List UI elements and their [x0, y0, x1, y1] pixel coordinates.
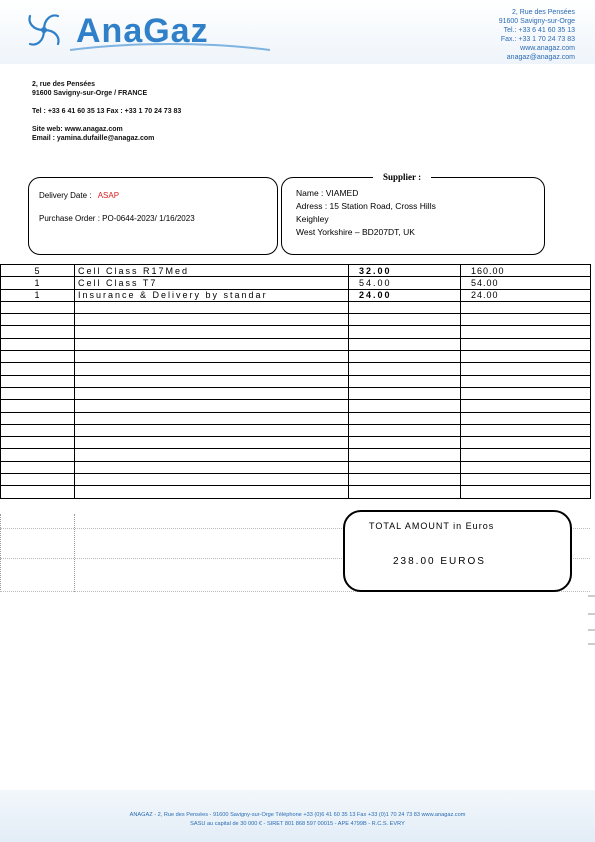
empty-cell — [461, 412, 591, 424]
sender-block — [32, 80, 181, 143]
item-total: 160.00 — [461, 265, 591, 277]
header-address-line: 91600 Savigny-sur-Orge — [498, 18, 575, 25]
supplier-box — [281, 177, 545, 255]
empty-cell — [75, 474, 349, 486]
empty-cell — [1, 363, 75, 375]
item-qty: 1 — [1, 289, 75, 301]
order-lines-table — [0, 264, 591, 499]
empty-cell — [1, 449, 75, 461]
supplier-region: West Yorkshire – BD207DT, UK — [296, 227, 415, 237]
empty-cell — [461, 387, 591, 399]
empty-cell — [461, 301, 591, 313]
table-row-empty — [1, 437, 591, 449]
item-total: 24.00 — [461, 289, 591, 301]
empty-cell — [1, 375, 75, 387]
empty-cell — [1, 412, 75, 424]
empty-cell — [349, 424, 461, 436]
sender-city: 91600 Savigny-sur-Orge / FRANCE — [32, 90, 148, 97]
delivery-date-value: ASAP — [97, 191, 120, 200]
sender-phone-fax: Tel : +33 6 41 60 35 13 Fax : +33 1 70 24 73 83 — [32, 108, 182, 115]
table-row-empty — [1, 351, 591, 363]
empty-cell — [461, 400, 591, 412]
table-row-empty — [1, 338, 591, 350]
empty-cell — [349, 326, 461, 338]
table-row-empty — [1, 387, 591, 399]
empty-cell — [349, 449, 461, 461]
empty-cell — [349, 437, 461, 449]
empty-cell — [461, 449, 591, 461]
empty-cell — [349, 400, 461, 412]
item-qty: 5 — [1, 265, 75, 277]
table-row — [1, 289, 591, 301]
item-description: Cell Class R17Med — [75, 265, 349, 277]
empty-cell — [1, 424, 75, 436]
empty-cell — [349, 412, 461, 424]
empty-cell — [1, 387, 75, 399]
empty-cell — [75, 437, 349, 449]
empty-cell — [461, 351, 591, 363]
sender-email: Email : yamina.dufaille@anagaz.com — [32, 135, 155, 142]
table-row-empty — [1, 474, 591, 486]
table-row-empty — [1, 314, 591, 326]
table-row-empty — [1, 375, 591, 387]
footer-legal: SASU au capital de 30 000 € - SIRET 801 868 597 00015 - APE 4799B - R.C.S. EVRY — [190, 821, 405, 827]
empty-cell — [75, 449, 349, 461]
footer-address: ANAGAZ - 2, Rue des Pensées - 91600 Savigny-sur-Orge Téléphone +33 (0)6 41 60 35 13 Fax +33 (0)1 70 24 73 83 www.anagaz.com — [129, 812, 466, 818]
empty-cell — [75, 461, 349, 473]
empty-cell — [1, 351, 75, 363]
item-unit-price: 32.00 — [349, 265, 461, 277]
sender-website: Site web: www.anagaz.com — [32, 126, 123, 133]
empty-cell — [349, 351, 461, 363]
footer-band — [0, 790, 595, 842]
table-row-empty — [1, 461, 591, 473]
supplier-town: Keighley — [296, 214, 329, 224]
empty-cell — [349, 474, 461, 486]
empty-cell — [1, 338, 75, 350]
logo-swoosh — [70, 40, 270, 54]
total-amount-box — [343, 510, 572, 592]
empty-cell — [461, 424, 591, 436]
empty-cell — [461, 461, 591, 473]
delivery-date-label: Delivery Date : — [39, 191, 92, 200]
table-row-empty — [1, 449, 591, 461]
empty-cell — [75, 326, 349, 338]
empty-cell — [461, 437, 591, 449]
empty-cell — [1, 474, 75, 486]
empty-cell — [349, 461, 461, 473]
sender-street: 2, rue des Pensées — [32, 81, 96, 88]
empty-cell — [75, 375, 349, 387]
margin-ticks — [588, 594, 595, 654]
table-row-empty — [1, 363, 591, 375]
empty-cell — [461, 314, 591, 326]
table-row-empty — [1, 301, 591, 313]
supplier-name: Name : VIAMED — [296, 188, 359, 198]
empty-cell — [75, 412, 349, 424]
item-total: 54.00 — [461, 277, 591, 289]
empty-cell — [461, 363, 591, 375]
delivery-date-row — [39, 191, 119, 200]
empty-cell — [349, 338, 461, 350]
table-row-empty — [1, 412, 591, 424]
empty-cell — [75, 424, 349, 436]
empty-cell — [1, 326, 75, 338]
item-unit-price: 54.00 — [349, 277, 461, 289]
header-fax: Fax.: +33 1 70 24 73 83 — [500, 36, 575, 43]
empty-cell — [461, 474, 591, 486]
header-address — [499, 8, 575, 62]
empty-cell — [1, 461, 75, 473]
table-row — [1, 277, 591, 289]
logo-swirl-icon — [22, 8, 66, 52]
empty-cell — [461, 338, 591, 350]
table-row-empty — [1, 424, 591, 436]
empty-cell — [461, 326, 591, 338]
total-amount-label: TOTAL AMOUNT in Euros — [369, 521, 495, 531]
empty-cell — [75, 338, 349, 350]
item-unit-price: 24.00 — [349, 289, 461, 301]
header-email: anagaz@anagaz.com — [506, 54, 575, 61]
empty-cell — [75, 486, 349, 498]
delivery-box — [28, 177, 278, 255]
table-row-empty — [1, 486, 591, 498]
empty-cell — [75, 400, 349, 412]
empty-cell — [349, 387, 461, 399]
empty-cell — [1, 400, 75, 412]
header-phone: Tel.: +33 6 41 60 35 13 — [503, 27, 575, 34]
table-row-empty — [1, 326, 591, 338]
item-qty: 1 — [1, 277, 75, 289]
empty-cell — [75, 387, 349, 399]
empty-cell — [75, 351, 349, 363]
header-address-line: 2, Rue des Pensées — [511, 9, 575, 16]
empty-cell — [1, 486, 75, 498]
table-row — [1, 265, 591, 277]
supplier-title: Supplier : — [373, 172, 431, 182]
company-logo: AnaGaz — [76, 12, 209, 50]
empty-cell — [75, 314, 349, 326]
empty-cell — [349, 375, 461, 387]
header-website: www.anagaz.com — [520, 45, 575, 52]
empty-cell — [1, 437, 75, 449]
total-amount-value: 238.00 EUROS — [393, 556, 486, 567]
empty-cell — [349, 314, 461, 326]
table-row-empty — [1, 400, 591, 412]
empty-cell — [349, 363, 461, 375]
empty-cell — [349, 486, 461, 498]
empty-cell — [75, 301, 349, 313]
empty-cell — [1, 301, 75, 313]
empty-cell — [1, 314, 75, 326]
empty-cell — [75, 363, 349, 375]
supplier-address: Adress : 15 Station Road, Cross Hills — [296, 201, 436, 211]
empty-cell — [461, 375, 591, 387]
purchase-order: Purchase Order : PO-0644-2023/ 1/16/2023 — [39, 214, 195, 223]
empty-cell — [461, 486, 591, 498]
item-description: Cell Class T7 — [75, 277, 349, 289]
item-description: Insurance & Delivery by standar — [75, 289, 349, 301]
empty-cell — [349, 301, 461, 313]
